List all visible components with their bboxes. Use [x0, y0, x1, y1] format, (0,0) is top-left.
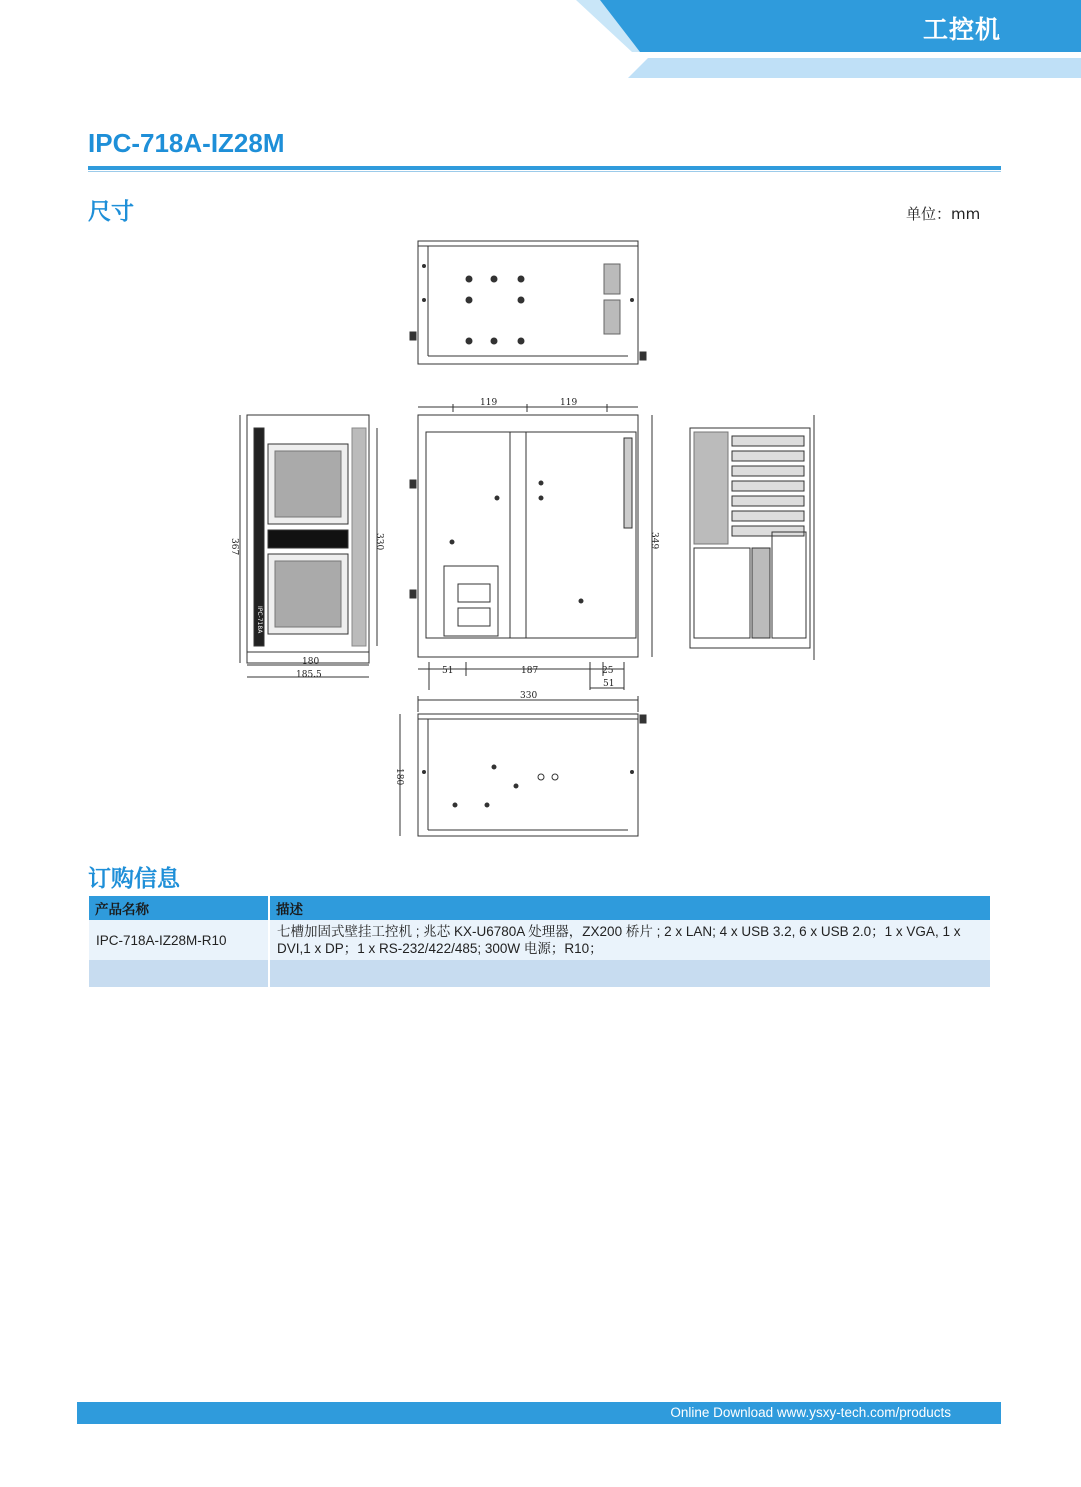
dim-330-bottom: 330: [520, 691, 538, 701]
top-view: [410, 241, 646, 364]
header-title: 工控机: [922, 15, 1001, 44]
ordering-section-title: 订购信息: [88, 866, 180, 892]
dim-119-right: 119: [560, 398, 578, 408]
product-description-cell: 七槽加固式壁挂工控机 ; 兆芯 KX-U6780A 处理器，ZX200 桥片 ; 2 x LAN; 4 x USB 3.2, 6 x USB 2.0；1 x VGA, 1 x DVI,1 x DP；1 x RS-232/422/485; 300W 电源；R10；: [269, 920, 991, 960]
rear-view: [690, 415, 814, 660]
col-header-name: 产品名称: [89, 896, 269, 920]
dim-187: 187: [521, 666, 539, 676]
front-logo-text: IPC-718A: [256, 606, 263, 634]
model-title: IPC-718A-IZ28M: [88, 128, 285, 158]
table-row: [89, 920, 991, 960]
dim-180: 180: [302, 657, 320, 667]
dim-51-left: 51: [442, 666, 454, 676]
product-name-cell: [89, 960, 269, 987]
dim-330-front: 330: [374, 533, 384, 551]
col-header-description: 描述: [269, 896, 991, 920]
product-description-cell: [269, 960, 991, 987]
dimensions-section-title: 尺寸: [88, 199, 134, 225]
product-name-cell: IPC-718A-IZ28M-R10: [89, 920, 269, 960]
footer-bar: [77, 1402, 1001, 1424]
table-row: [89, 960, 991, 987]
dim-51-right: 51: [603, 679, 615, 689]
dim-367: 367: [229, 538, 239, 556]
unit-label: 单位：mm: [906, 205, 981, 223]
dim-180-bottom: 180: [394, 768, 404, 786]
ordering-table: [89, 896, 992, 987]
dim-119-left: 119: [480, 398, 498, 408]
bottom-view: [400, 696, 646, 836]
dim-349: 349: [649, 532, 659, 550]
front-view: [240, 415, 377, 677]
footer-link-text[interactable]: Online Download www.ysxy-tech.com/products: [670, 1405, 951, 1420]
dim-185-5: 185.5: [296, 670, 322, 680]
dim-25: 25: [602, 666, 614, 676]
side-view: [410, 404, 652, 690]
